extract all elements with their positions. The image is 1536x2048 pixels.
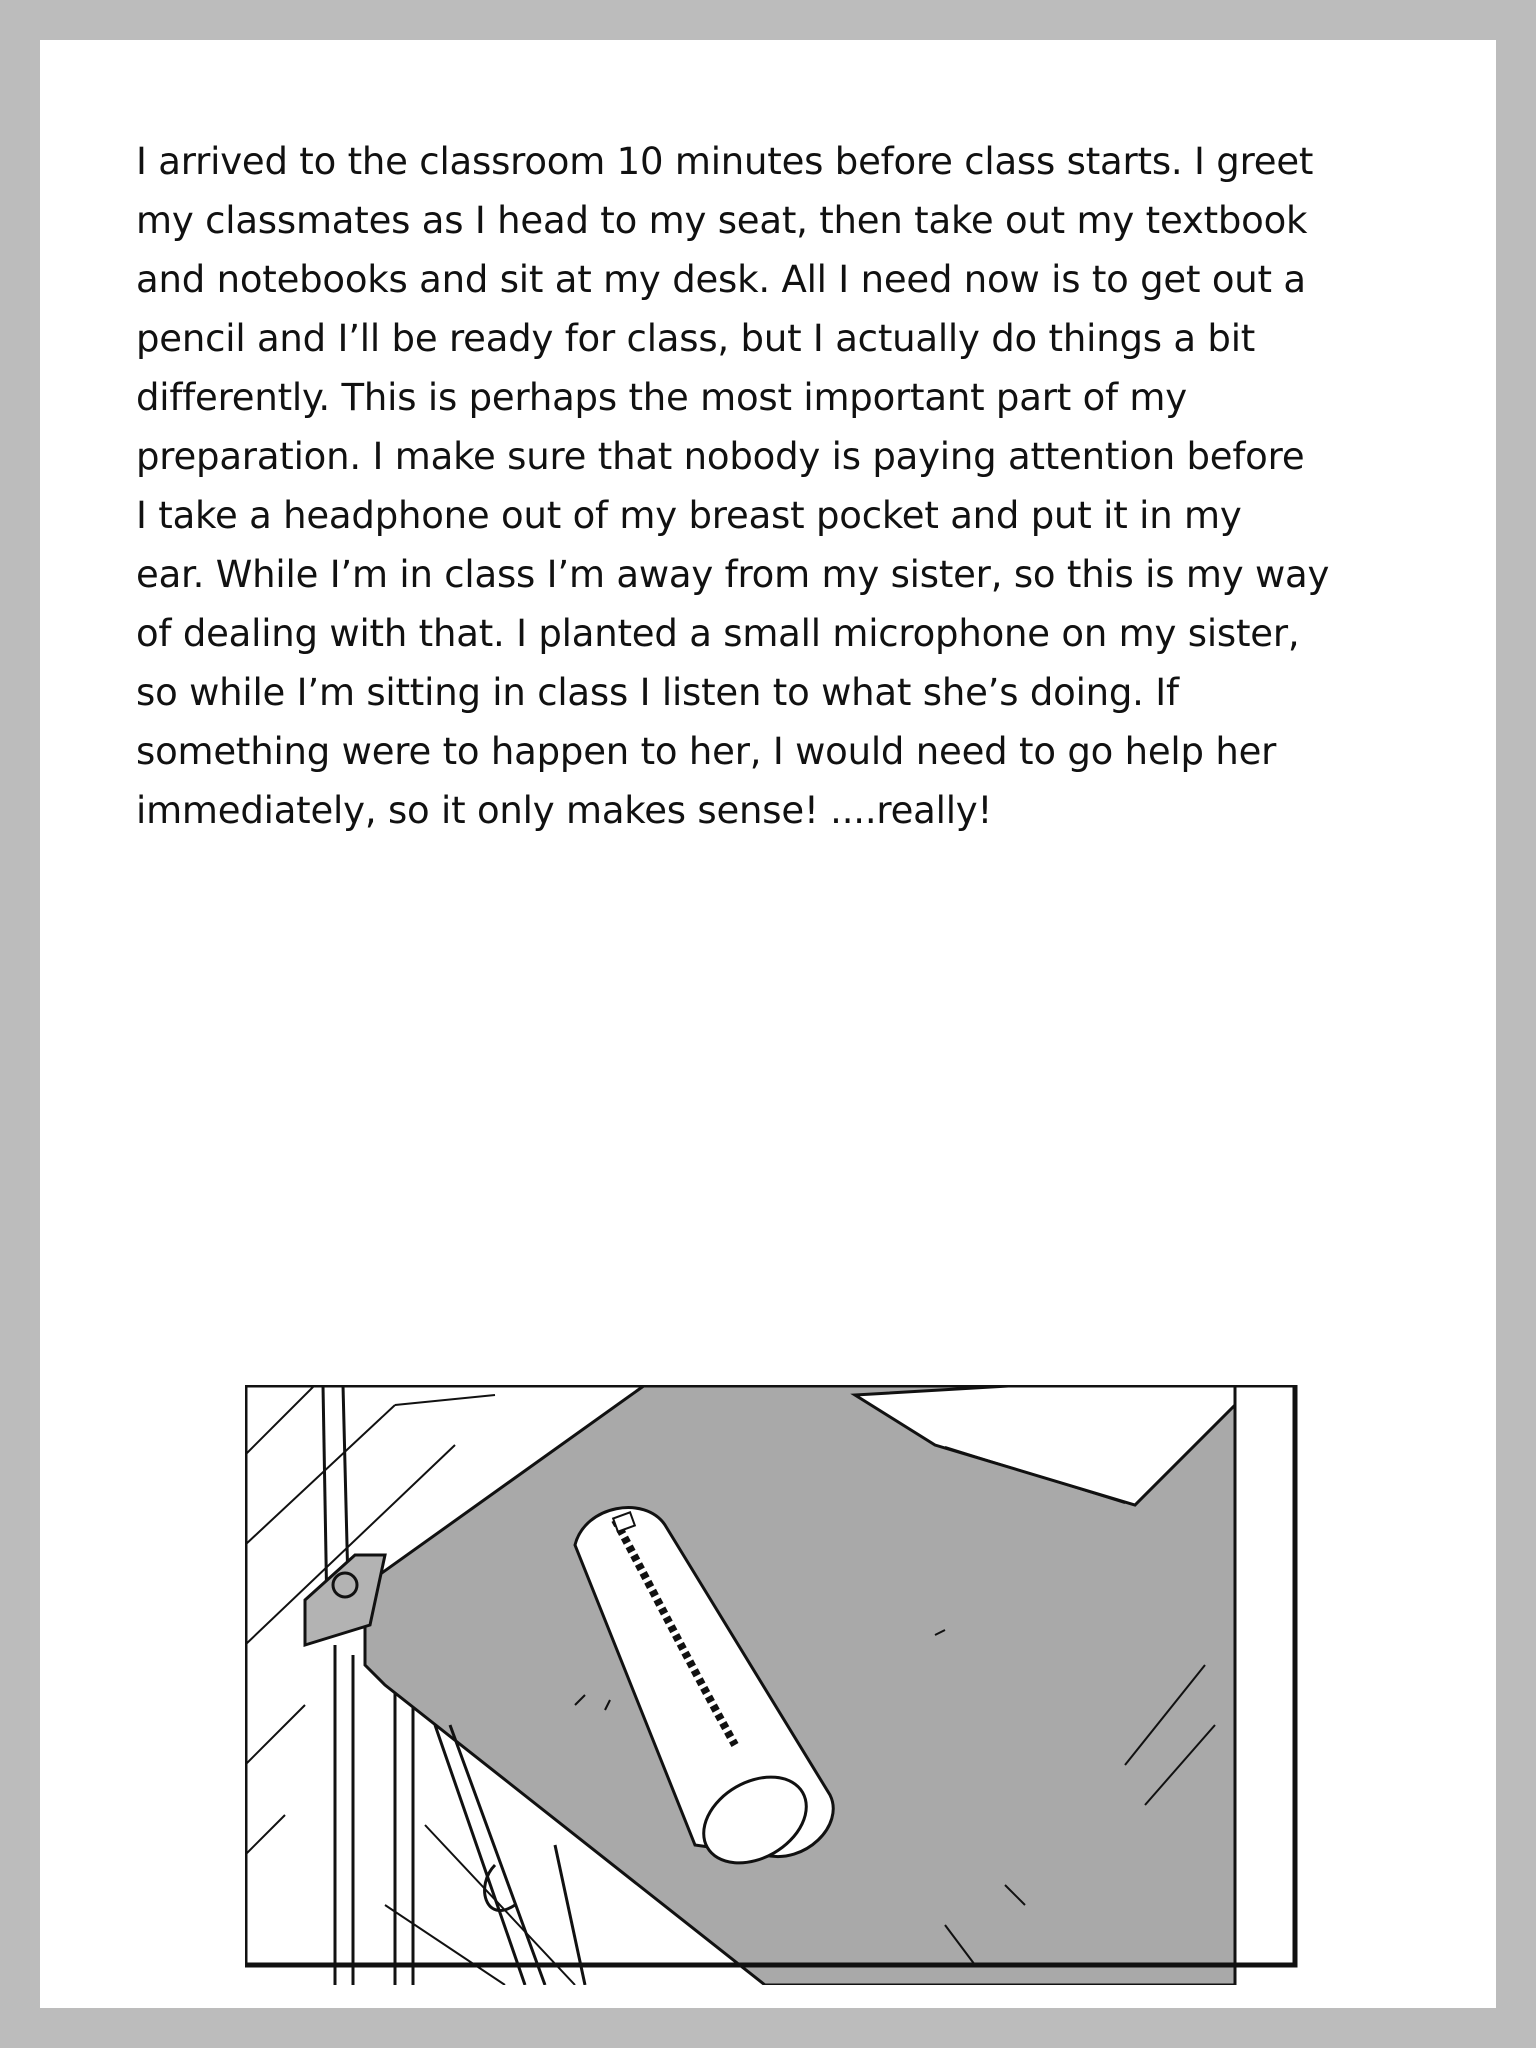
text-line: and notebooks and sit at my desk. All I need now is to get out a <box>136 258 1306 301</box>
text-line: differently. This is perhaps the most important part of my <box>136 376 1187 419</box>
text-line: so while I’m sitting in class I listen to what she’s doing. If <box>136 671 1179 714</box>
text-line: of dealing with that. I planted a small microphone on my sister, <box>136 612 1300 655</box>
text-line: something were to happen to her, I would need to go help her <box>136 730 1277 773</box>
text-line: preparation. I make sure that nobody is paying attention before <box>136 435 1305 478</box>
text-line: I arrived to the classroom 10 minutes before class starts. I greet <box>136 140 1314 183</box>
desk-bolt <box>333 1573 357 1597</box>
text-line: I take a headphone out of my breast pocket and put it in my <box>136 494 1242 537</box>
text-line: pencil and I’ll be ready for class, but I actually do things a bit <box>136 317 1256 360</box>
desk-illustration-panel <box>245 1385 1325 1985</box>
text-line: ear. While I’m in class I’m away from my sister, so this is my way <box>136 553 1330 596</box>
text-line: my classmates as I head to my seat, then take out my textbook <box>136 199 1308 242</box>
narration-text <box>136 132 1456 840</box>
manga-page <box>40 40 1496 2008</box>
text-line: immediately, so it only makes sense! ....really! <box>136 789 993 832</box>
